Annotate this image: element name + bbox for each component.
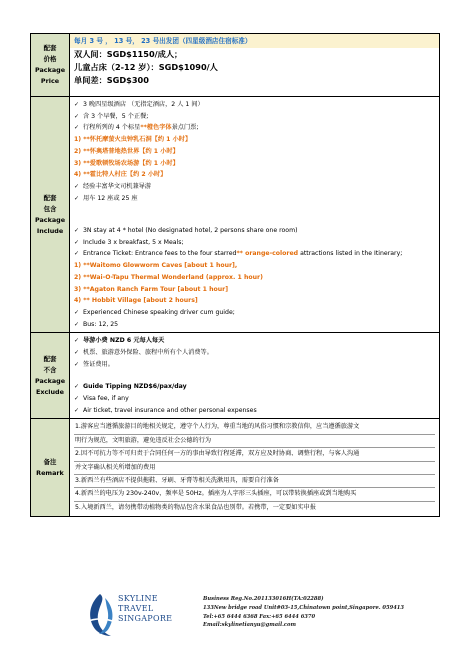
price-body: [70, 34, 440, 97]
exclude-zh-item: [74, 347, 435, 359]
include-zh-item: [74, 158, 435, 170]
include-zh-text: 用车 12 座或 25 座: [83, 194, 138, 202]
price-single: 单间差：SGD$300: [74, 75, 149, 85]
include-en-item: [74, 295, 435, 307]
remark-row: [31, 419, 440, 517]
exclude-body: [70, 333, 440, 419]
remark-label: 备注 Remark: [31, 419, 70, 517]
check-icon: ✓: [74, 124, 80, 132]
remark-line: 2.因不可抗力等不可归责于合同任何一方的事由导致行程延滞，双方应及时协商、调整行程，与客人沟通: [74, 447, 435, 460]
exclude-en-text: Air ticket, travel insurance and other personal expenses: [83, 406, 257, 414]
remark-body: [70, 419, 440, 517]
price-child: 儿童占床（2-12 岁）：SGD$1090/人: [74, 62, 218, 72]
include-zh-text: 景点门票;: [171, 124, 199, 132]
remark-line: 并文字确认相关所增加的费用: [74, 461, 435, 474]
include-en-item: [74, 237, 435, 249]
check-icon: ✓: [74, 101, 80, 108]
include-zh-item: [74, 169, 435, 181]
exclude-en-text: Guide Tipping NZD$6/pax/day: [83, 383, 187, 391]
remark-line: 明行为规范，文明旅游，避免违反社会公德的行为: [74, 434, 435, 447]
exclude-en-text: Visa fee, if any: [83, 395, 129, 403]
business-reg: Business Reg.No.201133016H(TA:02288): [203, 596, 324, 602]
check-icon: ✓: [74, 406, 80, 414]
check-icon: ✓: [74, 320, 80, 328]
include-zh-item: [74, 181, 435, 193]
include-list-zh: [74, 99, 435, 225]
check-icon: ✓: [74, 238, 80, 246]
exclude-list-zh: [74, 335, 435, 381]
exclude-en-item: [74, 381, 435, 393]
check-icon: ✓: [74, 337, 80, 345]
include-en-item: [74, 248, 435, 260]
include-zh-item: [74, 122, 435, 134]
include-en-item: [74, 260, 435, 272]
include-zh-text: 3 晚四星级酒店 （无指定酒店，2 人 1 间）: [83, 101, 204, 108]
footer: [83, 592, 433, 652]
exclude-zh-text: 导游小费 NZD 6 元每人每天: [83, 337, 165, 345]
include-label: 配套 包含 Package Include: [31, 97, 70, 333]
include-en-text: Include 3 x breakfast, 5 x Meals;: [83, 238, 184, 246]
address: 133New bridge road Unit#03-15,Chinatown point,Singapore. 059413: [203, 604, 405, 611]
include-en-text: Experienced Chinese speaking driver cum guide;: [83, 308, 235, 316]
exclude-zh-text: 签证费用。: [83, 360, 114, 368]
company-logo: [83, 592, 208, 640]
include-en-text: ** orange-colored: [236, 250, 299, 258]
include-zh-text: 含 3 个早餐，5 个正餐;: [83, 112, 149, 120]
price-double: 双人间：SGD$1150/成人；: [74, 49, 183, 59]
include-zh-item: [74, 99, 435, 111]
include-en-text: 4) ** Hobbit Village [about 2 hours]: [74, 297, 198, 305]
check-icon: ✓: [74, 227, 80, 234]
check-icon: ✓: [74, 349, 80, 357]
remark-line: 4.新西兰的电压为 230v-240v，频率是 50Hz。插座为人字形三头插座，可以带转换插座或到当地购买: [74, 487, 435, 500]
logo-mark-icon: [83, 592, 117, 638]
include-zh-text: 2) **怀奥塔普地热世界【约 1 小时】: [74, 147, 179, 155]
include-en-text: Entrance Ticket: Entrance fees to the four starred: [83, 250, 237, 258]
include-en-text: 2) **Wai-O-Tapu Thermal Wonderland (approx. 1 hour): [74, 273, 263, 281]
check-icon: ✓: [74, 383, 80, 391]
exclude-en-item: [74, 405, 435, 417]
include-en-text: 1) **Waitomo Glowworm Caves [about 1 hour],: [74, 262, 238, 270]
include-zh-text: **橙色字体: [140, 124, 172, 132]
exclude-zh-item: [74, 359, 435, 371]
include-zh-item: [74, 193, 435, 205]
include-zh-text: 4) **霍比特人村庄【约 2 小时】: [74, 171, 167, 179]
check-icon: ✓: [74, 395, 80, 403]
company-name: SKYLINE TRAVEL SINGAPORE: [118, 594, 173, 623]
check-icon: ✓: [74, 250, 80, 258]
price-label: 配套 价格 Package Price: [31, 34, 70, 97]
include-list-en: [74, 225, 435, 330]
price-row: [31, 34, 440, 97]
include-en-item: [74, 319, 435, 331]
phone-fax: Tel:+65 6444 6368 Fax:+65 6444 6370: [203, 613, 316, 620]
include-en-text: attractions listed in the Itinerary;: [298, 250, 403, 258]
include-zh-item: [74, 146, 435, 158]
include-en-item: [74, 307, 435, 319]
check-icon: ✓: [74, 112, 80, 120]
departure-header: 每月 3 号 ， 13 号， 23 号出发团（四星级酒店住宿标准）: [70, 34, 439, 48]
include-row: [31, 97, 440, 333]
include-zh-text: 1) **怀托摩萤火虫钟乳石洞【约 1 小时】: [74, 136, 192, 144]
include-en-item: [74, 225, 435, 237]
exclude-en-item: [74, 393, 435, 405]
itinerary-sheet: [30, 33, 440, 517]
check-icon: ✓: [74, 182, 80, 190]
remark-line: 5.入境新西兰，请勿携带动植物类的物品包含水果食品也别带。若携带，一定要如实申报: [74, 501, 435, 514]
exclude-list-en: [74, 381, 435, 416]
remark-line: 3.新西兰有些酒店不提供拖鞋、牙刷、牙膏等相关洗漱用具，需要自行准备: [74, 474, 435, 487]
include-en-text: Bus: 12, 25: [83, 320, 119, 328]
package-table: [30, 33, 440, 517]
exclude-label: 配套 不含 Package Exclude: [31, 333, 70, 419]
include-zh-text: 3) **爱歌顿牧场农场游【约 1 小时】: [74, 159, 179, 167]
remark-line: 1.游客应当遵循旅游目的地相关规定，遵守个人行为，尊重当地的风俗习惯和宗教信仰，应当遵循旅游文: [75, 423, 360, 431]
include-zh-item: [74, 111, 435, 123]
check-icon: ✓: [74, 308, 80, 316]
include-body: [70, 97, 440, 333]
include-zh-text: 经验丰富华文司机兼导游: [83, 182, 152, 190]
exclude-zh-text: 机票、旅游意外保险、旅程中所有个人消费等。: [83, 349, 213, 357]
include-en-text: 3N stay at 4 * hotel (No designated hotel, 2 persons share one room): [83, 227, 298, 234]
include-en-item: [74, 272, 435, 284]
email: Email:skylinetianyu@gmail.com: [203, 622, 297, 629]
include-en-text: 3) **Agaton Ranch Farm Tour [about 1 hour]: [74, 285, 229, 293]
include-zh-item: [74, 134, 435, 146]
exclude-row: [31, 333, 440, 419]
exclude-zh-item: [74, 335, 435, 347]
include-zh-text: 行程所列的 4 个标星: [83, 124, 141, 132]
check-icon: ✓: [74, 360, 80, 368]
include-en-item: [74, 284, 435, 296]
company-info: [203, 595, 404, 630]
check-icon: ✓: [74, 194, 80, 202]
